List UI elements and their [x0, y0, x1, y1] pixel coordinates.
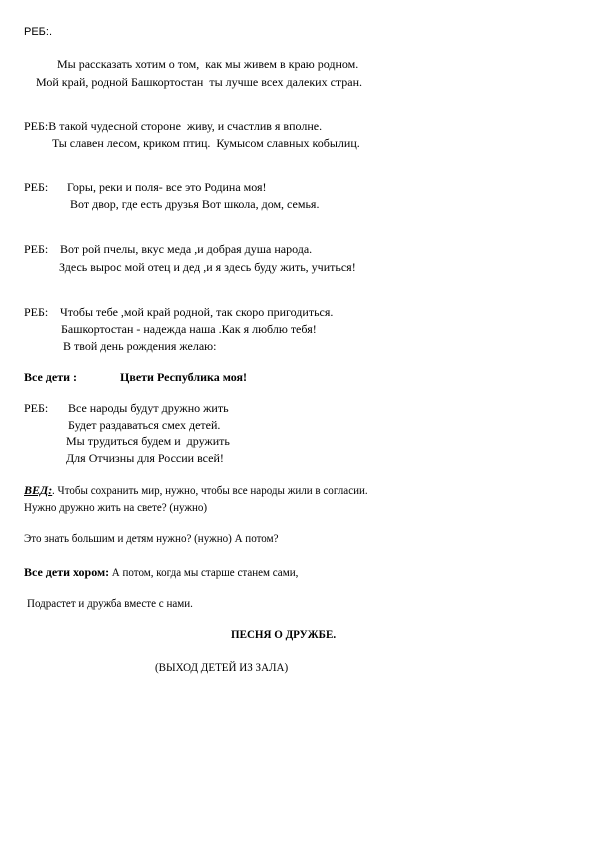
exit-note: (ВЫХОД ДЕТЕЙ ИЗ ЗАЛА): [155, 660, 289, 674]
song-title: ПЕСНЯ О ДРУЖБЕ.: [231, 627, 337, 641]
speaker-label: РЕБ:: [24, 180, 49, 194]
host-line: [24, 483, 395, 497]
all-children-label: Все дети :: [24, 370, 78, 384]
all-children-line: Цвети Республика моя!: [120, 370, 248, 384]
verse-line: Вот двор, где есть друзья Вот школа, дом, семья.: [70, 197, 320, 211]
verse-line: В твой день рождения желаю:: [63, 339, 217, 353]
verse-line: Мой край, родной Башкортостан ты лучше всех далеких стран.: [36, 75, 363, 89]
verse-line: Горы, реки и поля- все это Родина моя!: [67, 180, 267, 194]
verse-line: РЕБ:В такой чудесной стороне живу, и счастлив я вполне.: [24, 119, 323, 133]
chorus-text: А потом, когда мы старше станем сами,: [109, 565, 299, 579]
verse-line: Мы трудиться будем и дружить: [66, 434, 230, 448]
speaker-label: РЕБ:: [24, 305, 49, 319]
verse-line: Будет раздаваться смех детей.: [68, 418, 221, 432]
verse-line: Для Отчизны для России всей!: [66, 451, 224, 465]
speaker-label: РЕБ:: [24, 401, 49, 415]
verse-line: Ты славен лесом, криком птиц. Кумысом славных кобылиц.: [52, 136, 360, 150]
verse-line: Башкортостан - надежда наша .Как я люблю тебя!: [61, 322, 317, 336]
chorus-line: [24, 565, 315, 579]
host-line: Нужно дружно жить на свете? (нужно): [24, 500, 208, 514]
host-label: ВЕД:: [24, 483, 53, 497]
verse-line: Все народы будут дружно жить: [68, 401, 229, 415]
chorus-line: Подрастет и дружба вместе с нами.: [27, 596, 193, 610]
verse-line: Вот рой пчелы, вкус меда ,и добрая душа народа.: [60, 242, 313, 256]
verse-line: Здесь вырос мой отец и дед ,и я здесь буду жить, учиться!: [59, 260, 356, 274]
chorus-label: Все дети хором:: [24, 565, 110, 579]
speaker-label: РЕБ:: [24, 242, 49, 256]
host-text: . Чтобы сохранить мир, нужно, чтобы все народы жили в согласии.: [52, 483, 368, 497]
host-line: Это знать большим и детям нужно? (нужно) А потом?: [24, 531, 279, 545]
verse-line: Мы рассказать хотим о том, как мы живем в краю родном.: [57, 57, 359, 71]
speaker-label: РЕБ:.: [24, 26, 53, 38]
verse-line: Чтобы тебе ,мой край родной, так скоро пригодиться.: [60, 305, 334, 319]
